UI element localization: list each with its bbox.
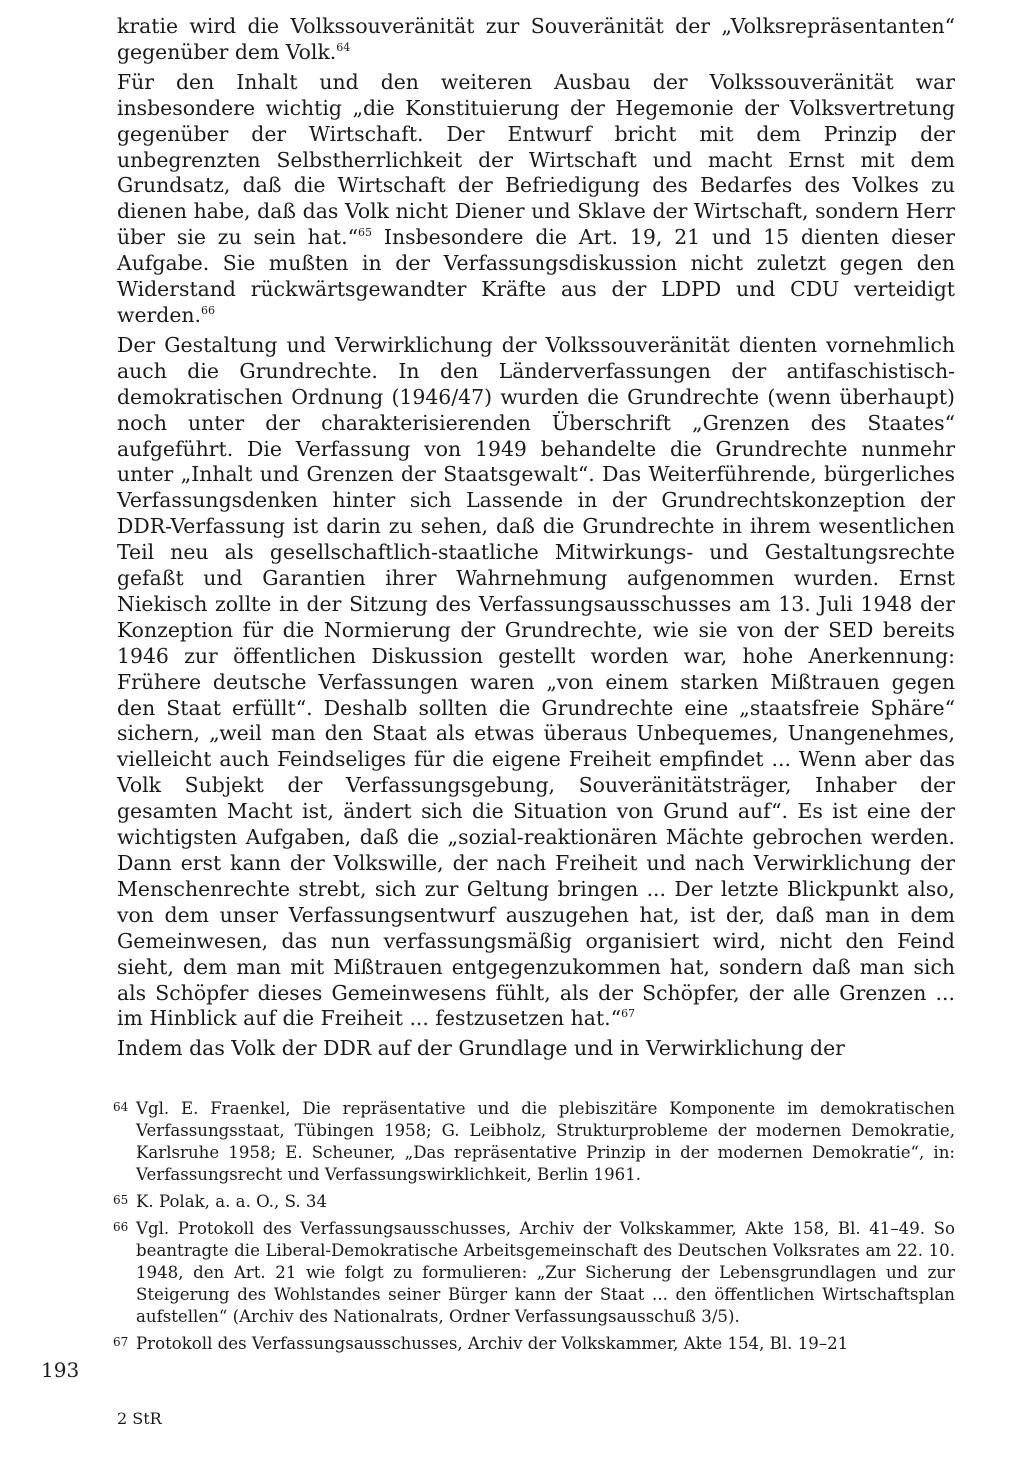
page-number: 193 (41, 1358, 80, 1382)
main-text (117, 14, 955, 1062)
footnote-65 (113, 1191, 955, 1213)
footnote-number: 66 (113, 1220, 129, 1234)
footnote-64 (113, 1098, 955, 1186)
footnote-ref-67: 67 (621, 1007, 636, 1021)
paragraph-text: Für den Inhalt und den weiteren Ausbau der Volkssouveränität war insbesondere wichtig „die Konstituierung der Hegemonie der Volksvertretung gegenüber der Wirtschaft. Der Entwurf bricht mit dem Prinzip der unbegrenzten Selbstherrlichkeit der Wirtschaft und macht Ernst mit dem Grundsatz, daß die Wirtschaft der Befriedigung des Bedarfes des Volkes zu dienen habe, daß das Volk nicht Diener und Sklave der Wirtschaft, sondern Herr über sie zu sein hat.“ (117, 69, 955, 250)
footnote-text: K. Polak, a. a. O., S. 34 (136, 1192, 328, 1211)
footnote-number: 65 (113, 1193, 129, 1207)
paragraph-1 (117, 14, 955, 66)
footnotes (113, 1098, 955, 1360)
footnote-66 (113, 1218, 955, 1328)
footnote-ref-66: 66 (201, 304, 216, 318)
footnote-ref-64: 64 (336, 41, 351, 55)
signature-mark: 2 StR (117, 1409, 162, 1428)
footnote-text: Vgl. E. Fraenkel, Die repräsentative und die plebiszitäre Komponente im demokratischen Verfassungsstaat, Tübingen 1958; G. Leibholz, Strukturprobleme der modernen Demokratie, Karlsruhe 1958; E. Scheuner, „Das repräsentative Prinzip in der modernen Demokratie“, in: Verfassungsrecht und Verfassungswirklichkeit, Berlin 1961. (136, 1099, 955, 1184)
footnote-text: Vgl. Protokoll des Verfassungsausschusses, Archiv der Volkskammer, Akte 158, Bl. 41–49. So beantragte die Liberal-Demokratische Arbeitsgemeinschaft des Deutschen Volksrates am 22. 10. 1948, den Art. 21 wie folgt zu formulieren: „Zur Sicherung der Lebensgrundlagen und zur Steigerung des Wohlstandes seiner Bürger kann der Staat ... den öffentlichen Wirtschaftsplan aufstellen“ (Archiv des Nationalrats, Ordner Verfassungsausschuß 3/5). (136, 1219, 955, 1326)
paragraph-text: kratie wird die Volkssouveränität zur Souveränität der „Volksrepräsentanten“ gegenüber dem Volk. (117, 14, 955, 64)
paragraph-4 (117, 1036, 955, 1062)
paragraph-text: Insbesondere die Art. 19, 21 und 15 dienten dieser Aufgabe. Sie mußten in der Verfassungsdiskussion nicht zuletzt gegen den Widerstand rückwärtsgewandter Kräfte aus der LDPD und CDU verteidigt werden. (117, 225, 955, 327)
footnote-67 (113, 1333, 955, 1355)
footnote-number: 67 (113, 1335, 129, 1349)
footnote-text: Protokoll des Verfassungsausschusses, Archiv der Volkskammer, Akte 154, Bl. 19–21 (136, 1334, 849, 1353)
paragraph-text: Indem das Volk der DDR auf der Grundlage und in Verwirklichung der (117, 1036, 845, 1061)
paragraph-3 (117, 333, 955, 1032)
footnote-number: 64 (113, 1100, 129, 1114)
paragraph-2 (117, 70, 955, 329)
footnote-ref-65: 65 (358, 226, 373, 240)
paragraph-text: Der Gestaltung und Verwirklichung der Volkssouveränität dienten vornehmlich auch die Grundrechte. In den Länderverfassungen der antifaschistisch-demokratischen Ordnung (1946/47) wurden die Grundrechte (wenn überhaupt) noch unter der charakterisierenden Überschrift „Grenzen des Staates“ aufgeführt. Die Verfassung von 1949 behandelte die Grundrechte nunmehr unter „Inhalt und Grenzen der Staatsgewalt“. Das Weiterführende, bürgerliches Verfassungsdenken hinter sich Lassende in der Grundrechtskonzeption der DDR-Verfassung ist darin zu sehen, daß die Grundrechte in ihrem wesentlichen Teil neu als gesellschaftlich-staatliche Mitwirkungs- und Gestaltungsrechte gefaßt und Garantien ihrer Wahrnehmung aufgenommen wurden. Ernst Niekisch zollte in der Sitzung des Verfassungsausschusses am 13. Juli 1948 der Konzeption für die Normierung der Grundrechte, wie sie von der SED bereits 1946 zur öffentlichen Diskussion gestellt worden war, hohe Anerkennung: Frühere deutsche Verfassungen waren „von einem starken Mißtrauen gegen den Staat erfüllt“. Deshalb sollten die Grundrechte eine „staatsfreie Sphäre“ sichern, „weil man den Staat als etwas überaus Unbequemes, Unangenehmes, vielleicht auch Feindseliges für die eigene Freiheit empfindet ... Wenn aber das Volk Subjekt der Verfassungsgebung, Souveränitätsträger, Inhaber der gesamten Macht ist, ändert sich die Situation von Grund auf“. Es ist eine der wichtigsten Aufgaben, daß die „sozial-reaktionären Mächte gebrochen werden. Dann erst kann der Volkswille, der nach Freiheit und nach Verwirklichung der Menschenrechte strebt, sich zur Geltung bringen ... Der letzte Blickpunkt also, von dem unser Verfassungsentwurf auszugehen hat, ist der, daß man in dem Gemeinwesen, das nun verfassungsmäßig organisiert wird, nicht den Feind sieht, dem man mit Mißtrauen entgegenzukommen hat, sondern daß man sich als Schöpfer dieses Gemeinwesens fühlt, als der Schöpfer, der alle Grenzen ... im Hinblick auf die Freiheit ... festzusetzen hat.“ (117, 332, 955, 1031)
